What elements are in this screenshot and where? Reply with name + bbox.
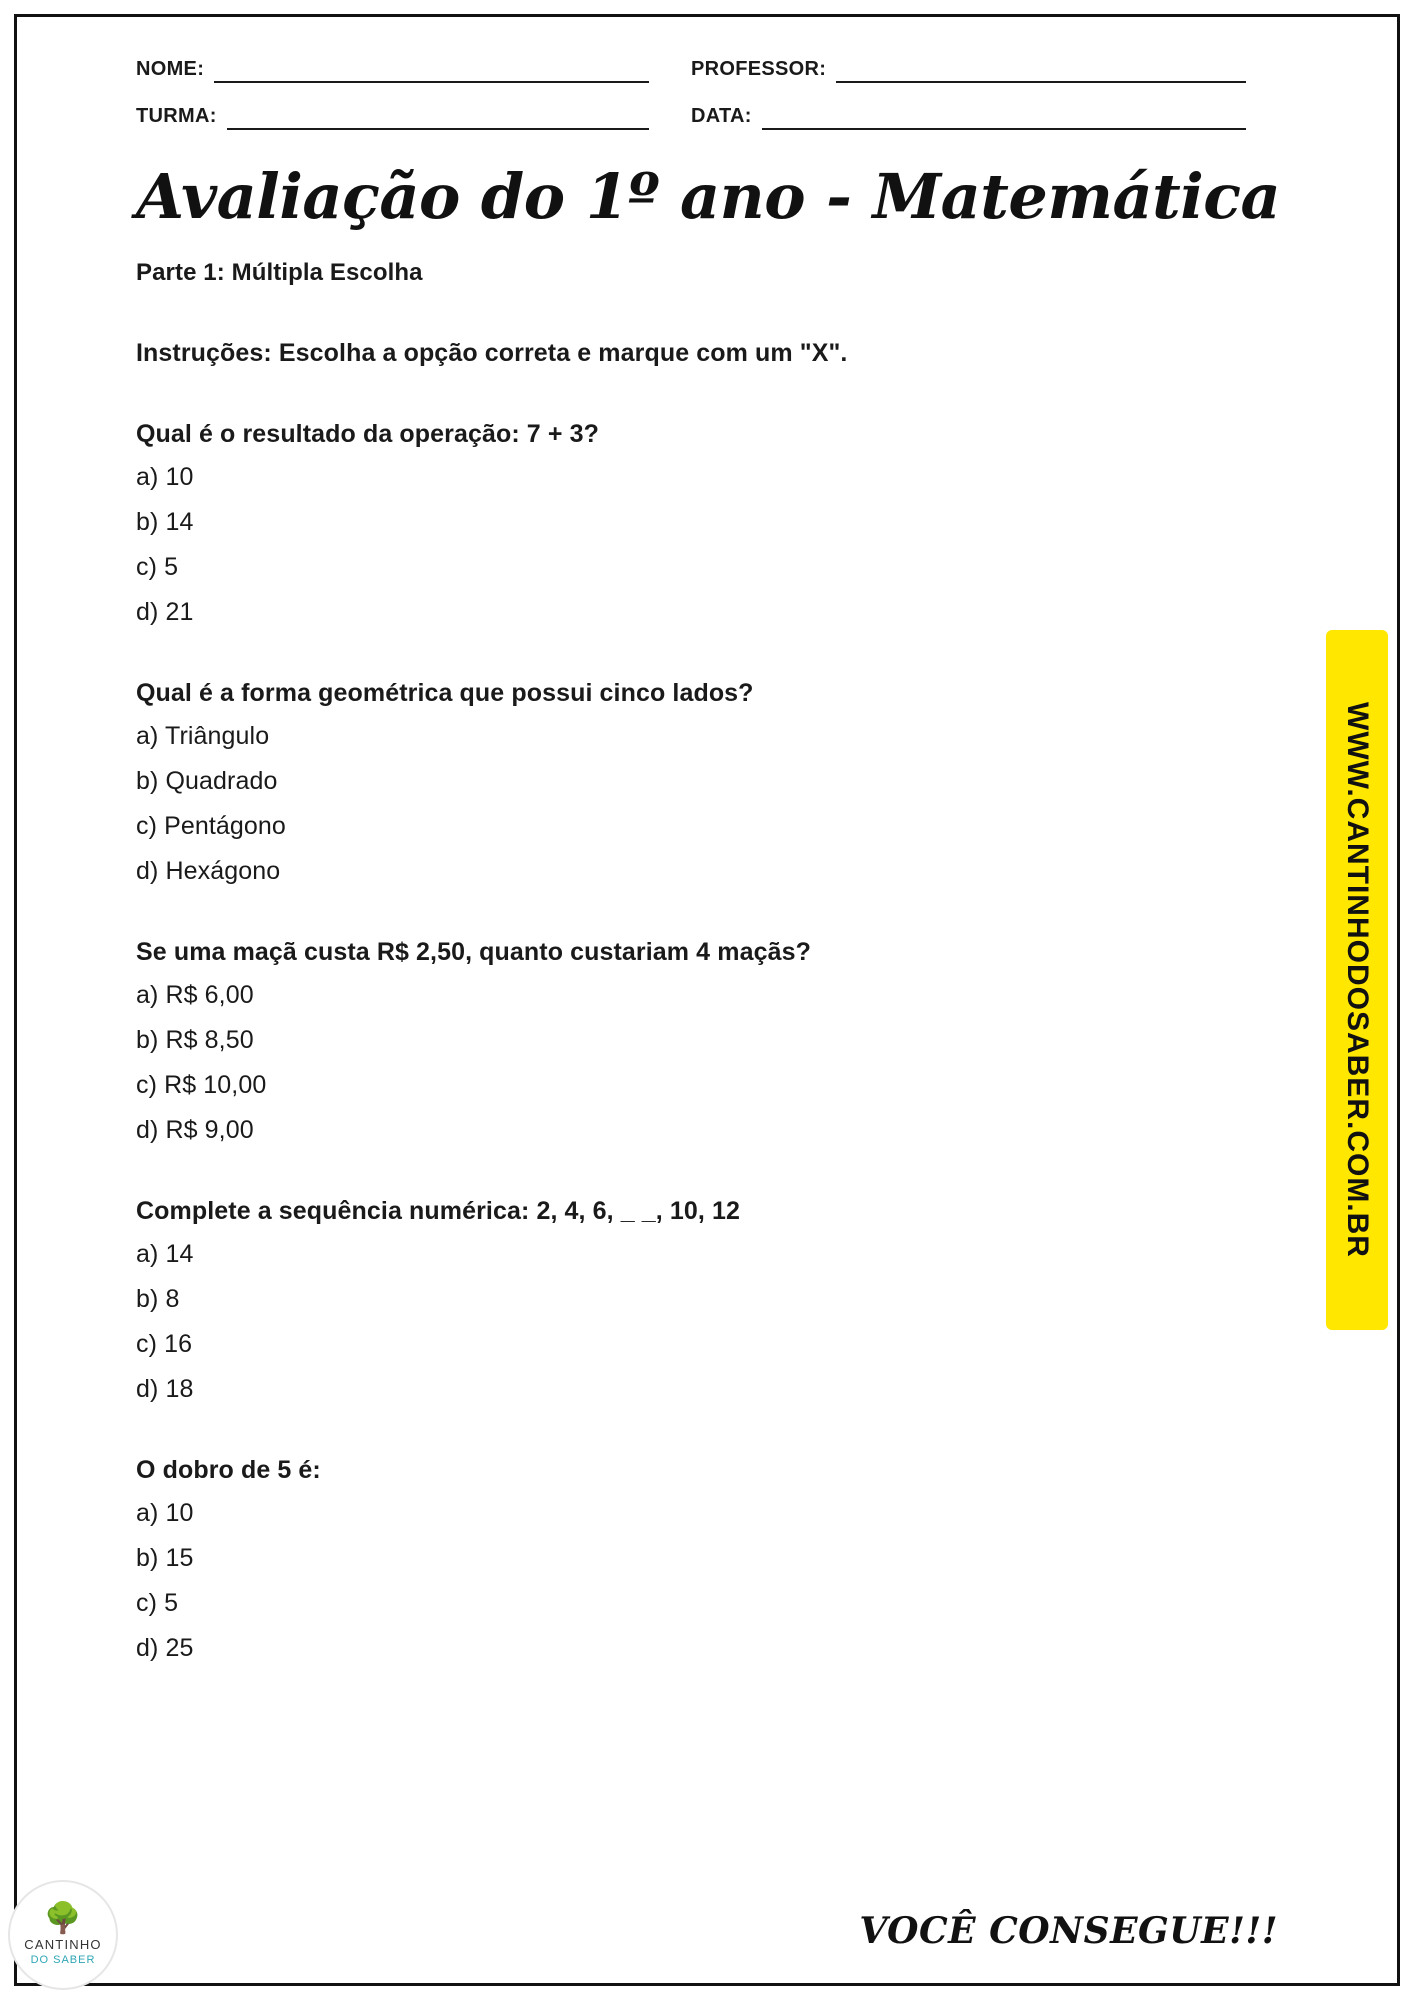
question-option[interactable]: c) R$ 10,00 (136, 1071, 267, 1100)
question-3 (136, 938, 1256, 1145)
question-option[interactable]: d) 25 (136, 1634, 194, 1663)
question-option[interactable]: a) 14 (136, 1240, 194, 1269)
logo-line-2: DO SABER (30, 1954, 96, 1966)
question-option[interactable]: d) 18 (136, 1375, 194, 1404)
instructions-text: Instruções: Escolha a opção correta e marque com um "X". (136, 339, 848, 368)
question-option[interactable]: d) Hexágono (136, 857, 281, 886)
question-5 (136, 1456, 1256, 1663)
question-option[interactable]: b) 14 (136, 508, 194, 537)
question-option[interactable]: a) 10 (136, 1499, 194, 1528)
worksheet-content (136, 58, 1281, 1663)
part-subtitle: Parte 1: Múltipla Escolha (136, 259, 423, 287)
website-side-tab[interactable] (1326, 630, 1388, 1330)
question-option[interactable]: b) R$ 8,50 (136, 1026, 254, 1055)
question-option[interactable]: a) Triângulo (136, 722, 270, 751)
field-input-professor[interactable] (836, 59, 1246, 83)
question-option[interactable]: c) 16 (136, 1330, 193, 1359)
question-option[interactable]: a) R$ 6,00 (136, 981, 254, 1010)
question-option[interactable]: b) Quadrado (136, 767, 278, 796)
question-option[interactable]: b) 8 (136, 1285, 180, 1314)
field-label-data: DATA: (691, 105, 752, 127)
question-option[interactable]: a) 10 (136, 463, 194, 492)
question-option[interactable]: d) R$ 9,00 (136, 1116, 254, 1145)
field-label-professor: PROFESSOR: (691, 58, 827, 80)
question-2 (136, 679, 1256, 886)
question-1 (136, 420, 1256, 627)
question-text: Qual é a forma geométrica que possui cinco lados? (136, 679, 754, 708)
brand-logo (8, 1880, 118, 1990)
question-4 (136, 1197, 1256, 1404)
question-option[interactable]: d) 21 (136, 598, 194, 627)
field-input-nome[interactable] (214, 59, 649, 83)
question-text: O dobro de 5 é: (136, 1456, 321, 1485)
field-label-turma: TURMA: (136, 105, 217, 127)
field-turma (136, 105, 691, 130)
question-text: Se uma maçã custa R$ 2,50, quanto custariam 4 maçãs? (136, 938, 811, 967)
question-text: Qual é o resultado da operação: 7 + 3? (136, 420, 599, 449)
question-option[interactable]: c) Pentágono (136, 812, 286, 841)
tree-icon: 🌳 (44, 1902, 82, 1935)
field-input-data[interactable] (762, 106, 1246, 130)
field-row-2 (136, 105, 1246, 130)
field-data (691, 105, 1246, 130)
field-input-turma[interactable] (227, 106, 649, 130)
question-option[interactable]: b) 15 (136, 1544, 194, 1573)
field-professor (691, 58, 1246, 83)
website-url-text: WWW.CANTINHODOSABER.COM.BR (1341, 702, 1375, 1258)
page-title: Avaliação do 1º ano - Matemática (136, 160, 1281, 233)
field-nome (136, 58, 691, 83)
footer-motto: VOCÊ CONSEGUE!!! (859, 1910, 1278, 1952)
question-text: Complete a sequência numérica: 2, 4, 6, _ _, 10, 12 (136, 1197, 740, 1226)
field-label-nome: NOME: (136, 58, 205, 80)
question-option[interactable]: c) 5 (136, 1589, 179, 1618)
logo-line-1: CANTINHO (24, 1937, 102, 1952)
question-option[interactable]: c) 5 (136, 553, 179, 582)
student-info-fields (136, 58, 1246, 130)
field-row-1 (136, 58, 1246, 83)
